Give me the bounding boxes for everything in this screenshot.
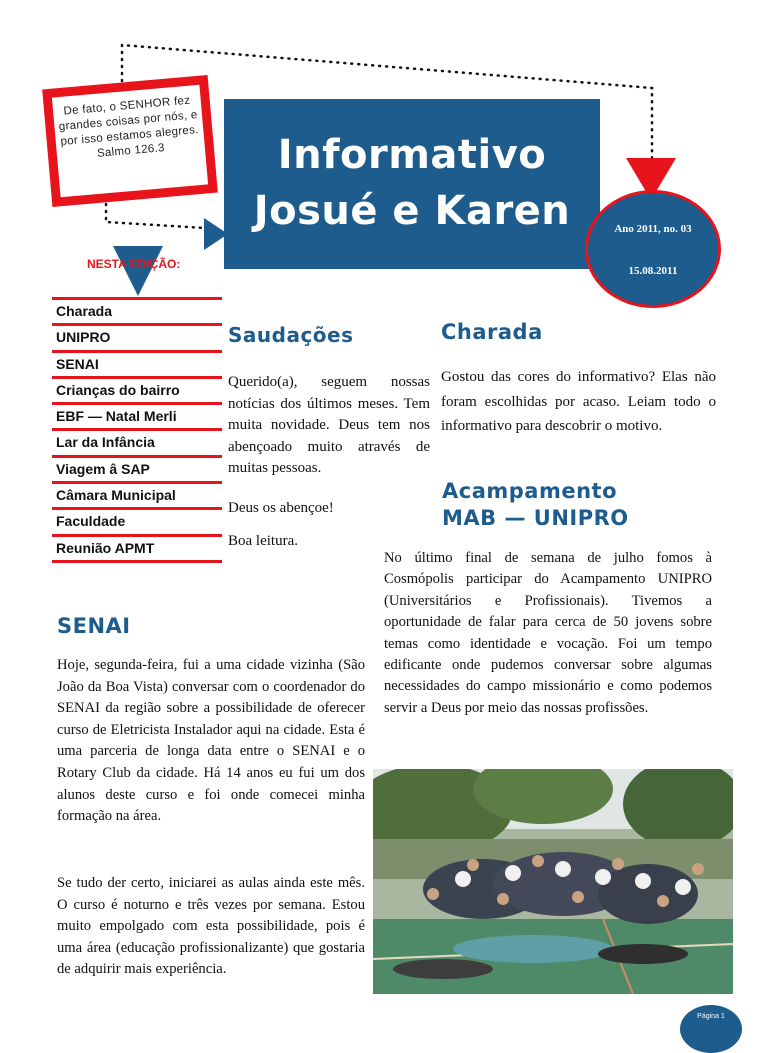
scripture-quote-box xyxy=(42,75,218,207)
charada-heading: Charada xyxy=(441,320,543,344)
sidebar-heading: NESTA EDIÇÃO: xyxy=(87,257,181,271)
saudacoes-heading: Saudações xyxy=(228,323,354,347)
toc-item: UNIPRO xyxy=(52,326,222,352)
arrow-down-icon xyxy=(113,246,163,296)
saudacoes-paragraph: Querido(a), seguem nossas notícias dos últimos meses. Tem muita novidade. Deus tem nos abençoado muito através de muitas pessoas. xyxy=(228,374,430,476)
page-number: Página 1 xyxy=(697,1013,725,1020)
toc-item: Lar da Infância xyxy=(52,431,222,457)
charada-paragraph: Gostou das cores do informativo? Elas não foram escolhidas por acaso. Leiam todo o informativo para descobrir o motivo. xyxy=(441,369,716,434)
title-line-2: Josué e Karen xyxy=(253,188,571,234)
issue-number: Ano 2011, no. 03 xyxy=(614,223,692,235)
issue-badge xyxy=(585,190,721,308)
saudacoes-blessing: Deus os abençoe! xyxy=(228,500,334,516)
title-banner xyxy=(224,99,600,269)
issue-date: 15.08.2011 xyxy=(628,265,678,277)
acampamento-heading-line-2: MAB — UNIPRO xyxy=(442,506,629,530)
senai-paragraph-2: Se tudo der certo, iniciarei as aulas ainda este mês. O curso é noturno e três vezes por semana. Estou muito empolgado com esta possibilidade, pois é uma área (educação profissionalizante) que gostaria de adquirir mais experiência. xyxy=(57,875,365,978)
acampamento-paragraph: No último final de semana de julho fomos à Cosmópolis participar do Acampamento UNIPRO (Universitários e Profissionais). Tivemos a oportunidade de falar para cerca de 50 jovens sobre temas como identidade e vocação. Foi um tempo edificante onde pudemos conversar sobre algumas necessidades do campo missionário e como podemos servir a Deus por meio das nossas profissões. xyxy=(384,550,712,716)
toc-item: Câmara Municipal xyxy=(52,484,222,510)
toc-item: Faculdade xyxy=(52,510,222,536)
title-line-1: Informativo xyxy=(277,132,547,178)
toc-item: Crianças do bairro xyxy=(52,379,222,405)
saudacoes-closing: Boa leitura. xyxy=(228,533,298,549)
toc-item: Viagem â SAP xyxy=(52,458,222,484)
senai-heading: SENAI xyxy=(57,614,131,638)
scripture-quote: De fato, o SENHOR fez grandes coisas por nós, e por isso estamos alegres. Salmo 126.3 xyxy=(58,94,200,160)
toc-item: Charada xyxy=(52,297,222,326)
toc-item: Reunião APMT xyxy=(52,537,222,563)
toc-item: EBF — Natal Merli xyxy=(52,405,222,431)
acampamento-heading-line-1: Acampamento xyxy=(442,479,617,503)
senai-paragraph-1: Hoje, segunda-feira, fui a uma cidade vizinha (São João da Boa Vista) conversar com o coordenador do SENAI da região sobre a possibilidade de oferecer curso de Eletricista Instalador aqui na cidade. Esta é uma parceria de longa data entre o SENAI e o Rotary Club da cidade. Há 14 anos eu fui um dos alunos deste curso e foi onde comecei minha formação na área. xyxy=(57,657,365,825)
toc-item: SENAI xyxy=(52,353,222,379)
page-number-badge xyxy=(680,1005,742,1053)
table-of-contents xyxy=(52,297,222,563)
newsletter-title xyxy=(224,127,600,239)
acampamento-heading xyxy=(442,478,629,532)
group-photo xyxy=(373,769,733,994)
